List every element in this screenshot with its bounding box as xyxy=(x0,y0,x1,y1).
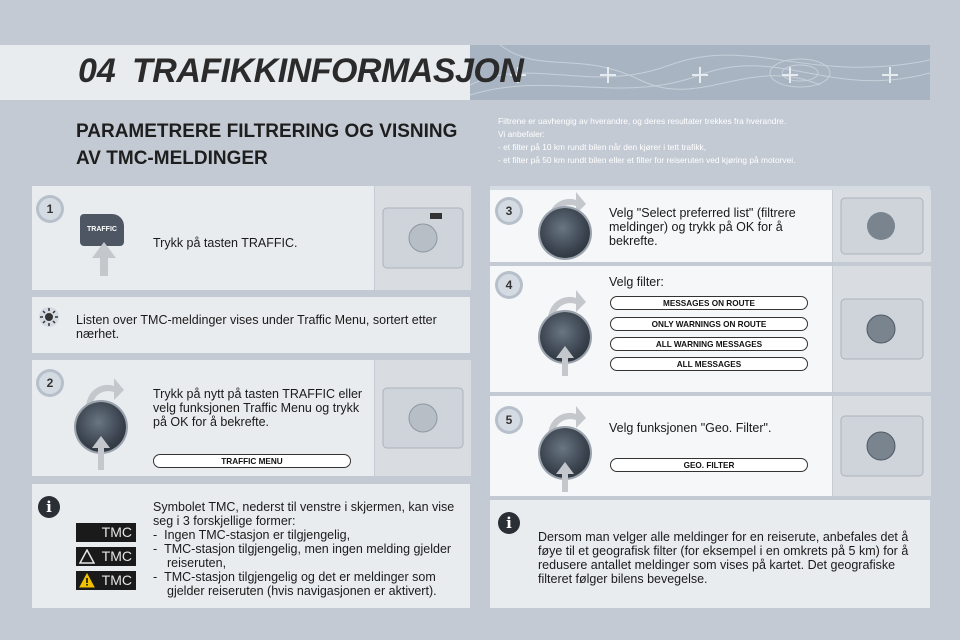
filter-info-bullet: - et filter på 10 km rundt bilen når den kjører i tett trafikk, xyxy=(498,142,707,152)
filter-option-all-warning-messages[interactable]: ALL WARNING MESSAGES xyxy=(610,337,808,351)
geo-filter-button[interactable]: GEO. FILTER xyxy=(610,458,808,472)
step5-text: Velg funksjonen "Geo. Filter". xyxy=(609,421,772,435)
filter-option-all-messages[interactable]: ALL MESSAGES xyxy=(610,357,808,371)
rotary-knob[interactable] xyxy=(540,208,590,258)
section-subtitle: PARAMETRERE FILTRERING OG VISNING AV TMC-MELDINGER xyxy=(76,121,458,169)
arrow-up-icon xyxy=(92,242,116,276)
warning-triangle-icon xyxy=(79,549,95,564)
step-badge: 1 xyxy=(39,198,61,220)
tmc-symbol-none: TMC xyxy=(76,523,136,542)
tmc-info-bullet: - TMC-stasjon tilgjengelig og det er meldinger som gjelder reiseruten (hvis navigasjonen er aktivert). xyxy=(153,570,437,598)
radio-unit-illustration xyxy=(832,396,931,496)
tmc-symbol-messages: TMC xyxy=(76,571,136,590)
tmc-info-text xyxy=(153,500,461,598)
step-badge: 5 xyxy=(498,409,520,431)
radio-unit-illustration xyxy=(374,360,471,476)
info-icon: i xyxy=(498,512,520,534)
traffic-menu-button[interactable]: TRAFFIC MENU xyxy=(153,454,351,468)
map-contour-icon xyxy=(470,45,930,100)
radio-unit-illustration xyxy=(832,190,931,262)
step-badge: 4 xyxy=(498,274,520,296)
arrow-up-icon xyxy=(556,346,574,376)
sun-icon xyxy=(38,306,60,328)
radio-unit-illustration xyxy=(832,266,931,392)
header-map-decoration xyxy=(470,45,930,100)
geo-info-text: Dersom man velger alle meldinger for en reiserute, anbefales det å føye til et geografisk filter (for eksempel i en omkrets på 5 km) for å redusere antallet meldinger som vises på kartet. Det geografiske filteret følger bilens bevegelse. xyxy=(538,530,909,586)
tmc-symbol-available: TMC xyxy=(76,547,136,566)
traffic-key[interactable]: TRAFFIC xyxy=(80,214,124,246)
filter-option-messages-on-route[interactable]: MESSAGES ON ROUTE xyxy=(610,296,808,310)
arrow-up-icon xyxy=(92,436,110,470)
step4-text: Velg filter: xyxy=(609,275,664,289)
step3-text: Velg "Select preferred list" (filtrere meldinger) og trykk på OK for å bekrefte. xyxy=(609,206,796,248)
chapter-number: 04 xyxy=(78,52,116,90)
filter-info xyxy=(498,115,928,167)
filter-info-line1: Filtrene er uavhengig av hverandre, og deres resultater trekkes fra hverandre. xyxy=(498,116,787,126)
tmc-info-bullet: - TMC-stasjon tilgjengelig, men ingen melding gjelder reiseruten, xyxy=(153,542,452,570)
filter-info-line2: Vi anbefaler: xyxy=(498,129,545,139)
filter-option-only-warnings-on-route[interactable]: ONLY WARNINGS ON ROUTE xyxy=(610,317,808,331)
info-icon: i xyxy=(38,496,60,518)
step-badge: 2 xyxy=(39,372,61,394)
step1-text: Trykk på tasten TRAFFIC. xyxy=(153,236,298,250)
filter-info-bullet: - et filter på 50 km rundt bilen eller et filter for reiseruten ved kjøring på motorvei. xyxy=(498,155,796,165)
step-badge: 3 xyxy=(498,200,520,222)
tip-text: Listen over TMC-meldinger vises under Traffic Menu, sortert etter nærhet. xyxy=(76,313,437,341)
radio-unit-illustration xyxy=(374,186,471,290)
warning-triangle-icon xyxy=(79,573,95,588)
tmc-info-intro: Symbolet TMC, nederst til venstre i skjermen, kan vise seg i 3 forskjellige former: xyxy=(153,500,455,528)
step2-text: Trykk på nytt på tasten TRAFFIC eller velg funksjonen Traffic Menu og trykk på OK for å bekrefte. xyxy=(153,387,363,429)
page-title: TRAFIKKINFORMASJON xyxy=(132,52,524,90)
tmc-info-bullet: - Ingen TMC-stasjon er tilgjengelig, xyxy=(153,528,351,542)
arrow-up-icon xyxy=(556,462,574,492)
